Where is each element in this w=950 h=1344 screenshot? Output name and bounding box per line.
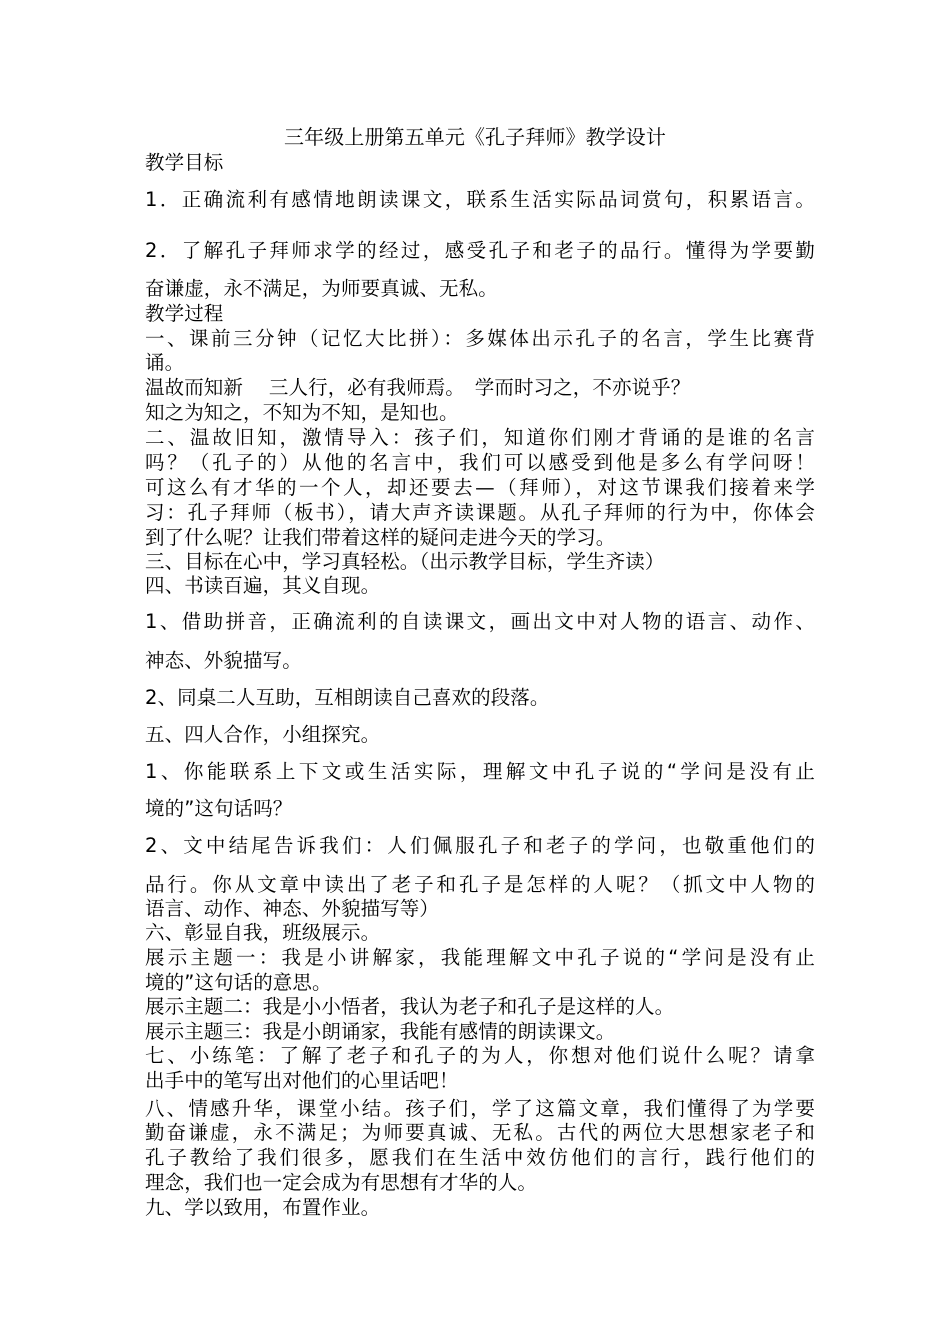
paragraph-line: 五、四人合作，小组探究。 (145, 723, 381, 746)
paragraph-line: 1、借助拼音，正确流利的自读课文，画出文中对人物的语言、动作、 (145, 610, 815, 633)
paragraph-line: 境的”这句话吗？ (145, 797, 293, 820)
paragraph-line: 展示主题二：我是小小悟者，我认为老子和孔子是这样的人。 (145, 995, 675, 1018)
paragraph-line: 孔子教给了我们很多，愿我们在生活中效仿他们的言行，践行他们的 (145, 1146, 815, 1169)
paragraph-line: 语言、动作、神态、外貌描写等） (145, 897, 440, 920)
paragraph-line: 神态、外貌描写。 (145, 649, 302, 672)
heading-teaching-goals: 教学目标 (145, 151, 224, 174)
paragraph-line: 七、小练笔：了解了老子和孔子的为人，你想对他们说什么呢？请拿 (145, 1044, 815, 1067)
paragraph-line: 可这么有才华的一个人，却还要去—（拜师），对这节课我们接着来学 (145, 476, 815, 499)
paragraph-line: 2．了解孔子拜师求学的经过，感受孔子和老子的品行。懂得为学要勤 (145, 239, 815, 262)
paragraph-line: 三、目标在心中，学习真轻松。（出示教学目标，学生齐读） (145, 550, 665, 573)
paragraph-line: 出手中的笔写出对他们的心里话吧！ (145, 1069, 459, 1092)
paragraph-line: 2、文中结尾告诉我们：人们佩服孔子和老子的学问，也敬重他们的 (145, 834, 815, 857)
heading-teaching-process: 教学过程 (145, 302, 224, 325)
paragraph-line: 1．正确流利有感情地朗读课文，联系生活实际品词赏句，积累语言。 (145, 188, 815, 211)
paragraph-line: 2、同桌二人互助，互相朗读自己喜欢的段落。 (145, 686, 550, 709)
paragraph-line: 吗？（孔子的）从他的名言中，我们可以感受到他是多么有学问呀！ (145, 451, 815, 474)
document-title: 三年级上册第五单元《孔子拜师》教学设计 (284, 125, 666, 149)
paragraph-line: 八、情感升华，课堂小结。孩子们，学了这篇文章，我们懂得了为学要 (145, 1097, 815, 1120)
paragraph-line: 展示主题一：我是小讲解家，我能理解文中孔子说的“学问是没有止 (145, 946, 815, 969)
paragraph-line: 二、温故旧知，激情导入：孩子们，知道你们刚才背诵的是谁的名言 (145, 426, 815, 449)
paragraph-line: 一、课前三分钟（记忆大比拼）：多媒体出示孔子的名言，学生比赛背 (145, 327, 815, 350)
paragraph-line: 知之为知之，不知为不知，是知也。 (145, 401, 459, 424)
paragraph-line: 奋谦虚，永不满足，为师要真诚、无私。 (145, 277, 498, 300)
paragraph-line: 诵。 (145, 351, 185, 374)
paragraph-line: 境的”这句话的意思。 (145, 971, 332, 994)
paragraph-line: 理念，我们也一定会成为有思想有才华的人。 (145, 1171, 538, 1194)
paragraph-line: 习：孔子拜师（板书），请大声齐读课题。从孔子拜师的行为中，你体会 (145, 501, 815, 524)
paragraph-line: 六、彰显自我，班级展示。 (145, 921, 381, 944)
paragraph-line: 九、学以致用，布置作业。 (145, 1196, 381, 1219)
paragraph-line: 品行。你从文章中读出了老子和孔子是怎样的人呢？（抓文中人物的 (145, 873, 815, 896)
paragraph-line: 展示主题三：我是小朗诵家，我能有感情的朗读课文。 (145, 1020, 616, 1043)
paragraph-line: 四、书读百遍，其义自现。 (145, 574, 381, 597)
paragraph-line: 温故而知新 三人行，必有我师焉。 学而时习之，不亦说乎？ (145, 376, 691, 399)
paragraph-line: 勤奋谦虚，永不满足；为师要真诚、无私。古代的两位大思想家老子和 (145, 1121, 815, 1144)
paragraph-line: 到了什么呢？让我们带着这样的疑问走进今天的学习。 (145, 526, 616, 549)
paragraph-line: 1、你能联系上下文或生活实际，理解文中孔子说的“学问是没有止 (145, 760, 815, 783)
